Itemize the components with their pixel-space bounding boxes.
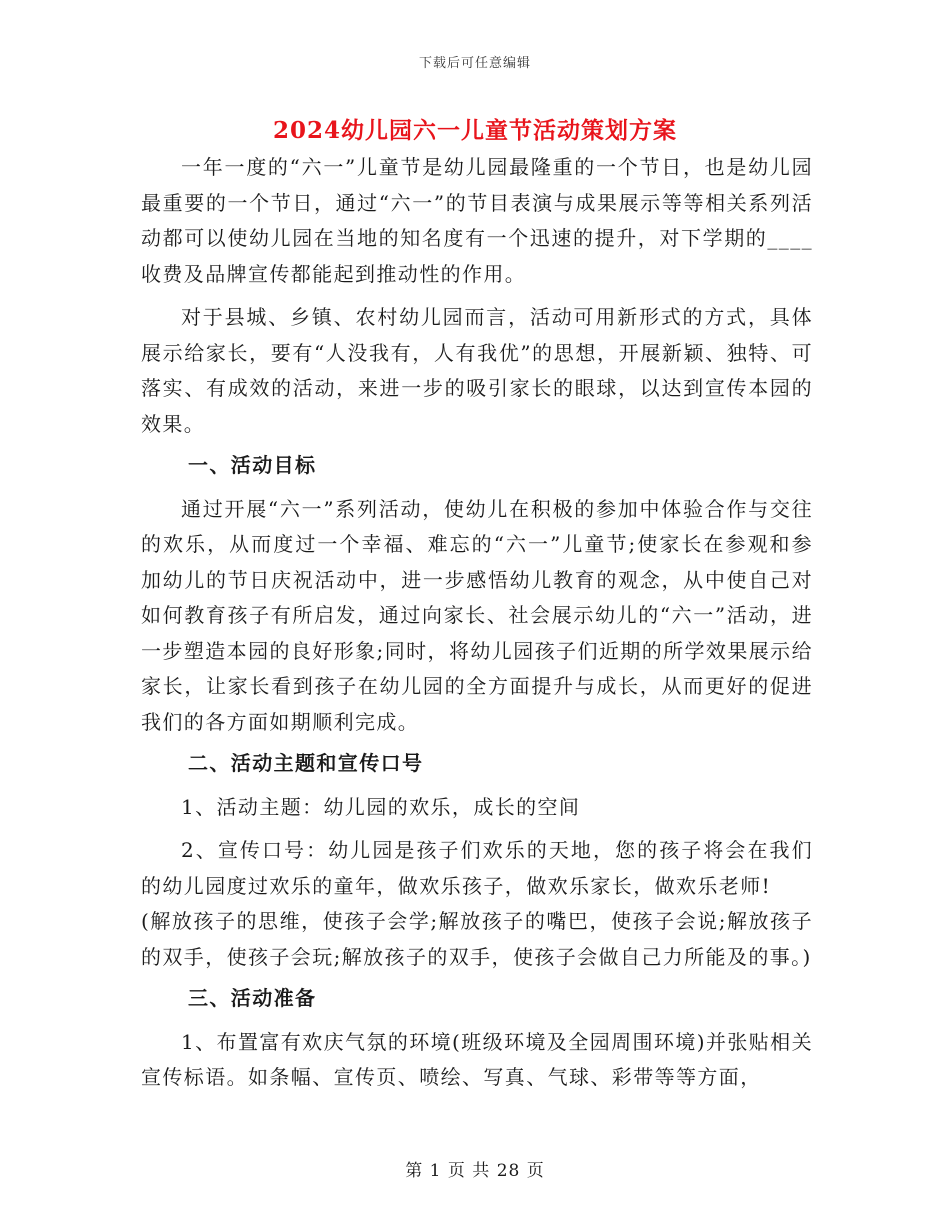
section-heading-theme: 二、活动主题和宣传口号 [188,751,424,775]
document-body [141,150,813,1096]
page-footer: 第 1 页 共 28 页 [405,1161,545,1181]
preparation-item-1: 1、布置富有欢庆气氛的环境(班级环境及全园周围环境)并张贴相关宣传标语。如条幅、宣传页、喷绘、写真、气球、彩带等等方面， [141,1029,813,1089]
document-title: 2024幼儿园六一儿童节活动策划方案 [272,117,677,144]
goals-paragraph: 通过开展“六一”系列活动，使幼儿在积极的参加中体验合作与交往的欢乐，从而度过一个幸福、难忘的“六一”儿童节;使家长在参观和参加幼儿的节日庆祝活动中，进一步感悟幼儿教育的观念，从中使自己对如何教育孩子有所启发，通过向家长、社会展示幼儿的“六一”活动，进一步塑造本园的良好形象;同时，将幼儿园孩子们近期的所学效果展示给家长，让家长看到孩子在幼儿园的全方面提升与成长，从而更好的促进我们的各方面如期顺利完成。 [141,496,813,734]
intro-paragraph-1: 一年一度的“六一”儿童节是幼儿园最隆重的一个节日，也是幼儿园最重要的一个节日，通过“六一”的节目表演与成果展示等等相关系列活动都可以使幼儿园在当地的知名度有一个迅速的提升，对下学期的____收费及品牌宣传都能起到推动性的作用。 [141,155,813,286]
theme-note-paragraph: (解放孩子的思维，使孩子会学;解放孩子的嘴巴，使孩子会说;解放孩子的双手，使孩子会玩;解放孩子的双手，使孩子会做自己力所能及的事。) [141,909,813,969]
header-note: 下载后可任意编辑 [418,56,531,71]
section-heading-goals: 一、活动目标 [188,453,317,477]
section-heading-preparation: 三、活动准备 [188,986,317,1010]
intro-paragraph-2: 对于县城、乡镇、农村幼儿园而言，活动可用新形式的方式，具体展示给家长，要有“人没我有，人有我优”的思想，开展新颖、独特、可落实、有成效的活动，来进一步的吸引家长的眼球，以达到宣传本园的效果。 [141,305,813,436]
theme-item-1: 1、活动主题：幼儿园的欢乐，成长的空间 [181,794,581,819]
theme-item-2: 2、宣传口号：幼儿园是孩子们欢乐的天地，您的孩子将会在我们的幼儿园度过欢乐的童年，做欢乐孩子，做欢乐家长，做欢乐老师! [141,838,813,898]
